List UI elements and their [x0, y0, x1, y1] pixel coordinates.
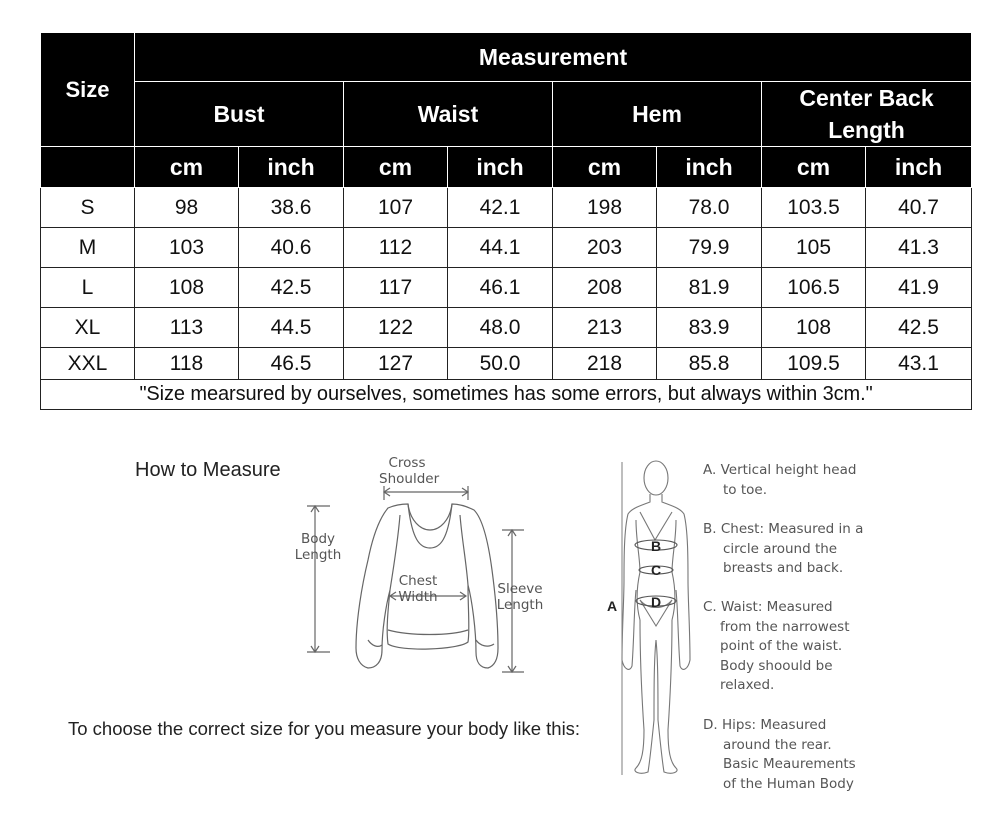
how-to-measure-title: How to Measure	[135, 459, 281, 481]
table-cell: 127	[344, 348, 448, 380]
unit-header: cm	[762, 147, 866, 188]
table-cell: 105	[762, 228, 866, 268]
table-cell: 78.0	[657, 188, 762, 228]
table-cell: 203	[553, 228, 657, 268]
table-cell: 208	[553, 268, 657, 308]
table-cell: 106.5	[762, 268, 866, 308]
table-cell: 44.5	[239, 308, 344, 348]
note-line: of the Human Body	[723, 775, 854, 792]
figure-letter-c: C	[651, 562, 662, 578]
group-header-center-back-length: Center Back Length	[762, 82, 972, 147]
table-cell: 112	[344, 228, 448, 268]
table-cell: 38.6	[239, 188, 344, 228]
body-length-label: Body Length	[294, 531, 342, 563]
size-cell: XL	[41, 308, 135, 348]
unit-header: cm	[135, 147, 239, 188]
table-cell: 218	[553, 348, 657, 380]
table-cell: 85.8	[657, 348, 762, 380]
group-header-hem: Hem	[553, 82, 762, 147]
unit-header: inch	[239, 147, 344, 188]
note-line: relaxed.	[720, 677, 775, 693]
unit-header: cm	[553, 147, 657, 188]
sleeve-length-label: Sleeve Length	[496, 581, 544, 613]
figure-letter-d: D	[651, 594, 662, 610]
unit-header: inch	[866, 147, 972, 188]
note-line: from the narrowest	[720, 618, 850, 635]
size-cell: S	[41, 188, 135, 228]
table-cell: 107	[344, 188, 448, 228]
table-cell: 42.1	[448, 188, 553, 228]
table-cell: 40.6	[239, 228, 344, 268]
table-cell: 43.1	[866, 348, 972, 380]
table-cell: 108	[762, 308, 866, 348]
table-cell: 109.5	[762, 348, 866, 380]
figure-letter-a: A	[607, 598, 618, 614]
table-cell: 42.5	[239, 268, 344, 308]
table-cell: 46.1	[448, 268, 553, 308]
note-vertical-height	[703, 461, 893, 500]
note-line: to toe.	[723, 481, 767, 498]
group-header-bust: Bust	[135, 82, 344, 147]
body-figure	[622, 461, 690, 775]
table-cell: 198	[553, 188, 657, 228]
note-line: around the rear.	[723, 736, 832, 753]
table-cell: 79.9	[657, 228, 762, 268]
table-cell: 41.9	[866, 268, 972, 308]
note-line: breasts and back.	[723, 560, 844, 576]
figure-letter-b: B	[651, 538, 662, 554]
unit-header: cm	[344, 147, 448, 188]
table-cell: 48.0	[448, 308, 553, 348]
unit-header: inch	[448, 147, 553, 188]
measurement-header: Measurement	[135, 33, 972, 82]
table-cell: 46.5	[239, 348, 344, 380]
table-cell: 122	[344, 308, 448, 348]
note-waist	[700, 598, 890, 696]
table-cell: 42.5	[866, 308, 972, 348]
table-cell: 98	[135, 188, 239, 228]
note-line: point of the waist.	[720, 638, 843, 654]
note-hips	[703, 716, 893, 794]
table-cell: 83.9	[657, 308, 762, 348]
cross-shoulder-label: Cross Shoulder	[379, 455, 440, 487]
choose-size-instruction: To choose the correct size for you measure your body like this:	[68, 718, 581, 739]
table-cell: 103	[135, 228, 239, 268]
table-cell: 108	[135, 268, 239, 308]
note-line: A. Vertical height head	[703, 462, 857, 478]
note-line: D. Hips: Measured	[703, 717, 827, 733]
note-line: Body shoould be	[720, 657, 833, 674]
table-cell: 81.9	[657, 268, 762, 308]
note-line: circle around the	[723, 540, 838, 557]
size-header: Size	[41, 33, 135, 147]
table-cell: 50.0	[448, 348, 553, 380]
table-cell: 103.5	[762, 188, 866, 228]
note-line: B. Chest: Measured in a	[703, 521, 864, 537]
table-cell: 40.7	[866, 188, 972, 228]
table-cell: 41.3	[866, 228, 972, 268]
table-cell: 44.1	[448, 228, 553, 268]
size-cell: L	[41, 268, 135, 308]
unit-header: inch	[657, 147, 762, 188]
note-chest	[703, 520, 893, 579]
chest-width-label: Chest Width	[398, 573, 438, 605]
table-cell: 117	[344, 268, 448, 308]
note-line: C. Waist: Measured	[703, 599, 833, 615]
size-cell: XXL	[41, 348, 135, 380]
measurement-note: "Size mearsured by ourselves, sometimes has some errors, but always within 3cm."	[41, 380, 972, 410]
size-cell: M	[41, 228, 135, 268]
note-line: Basic Meaurements	[723, 756, 856, 772]
table-cell: 118	[135, 348, 239, 380]
table-cell: 113	[135, 308, 239, 348]
table-cell: 213	[553, 308, 657, 348]
group-header-waist: Waist	[344, 82, 553, 147]
